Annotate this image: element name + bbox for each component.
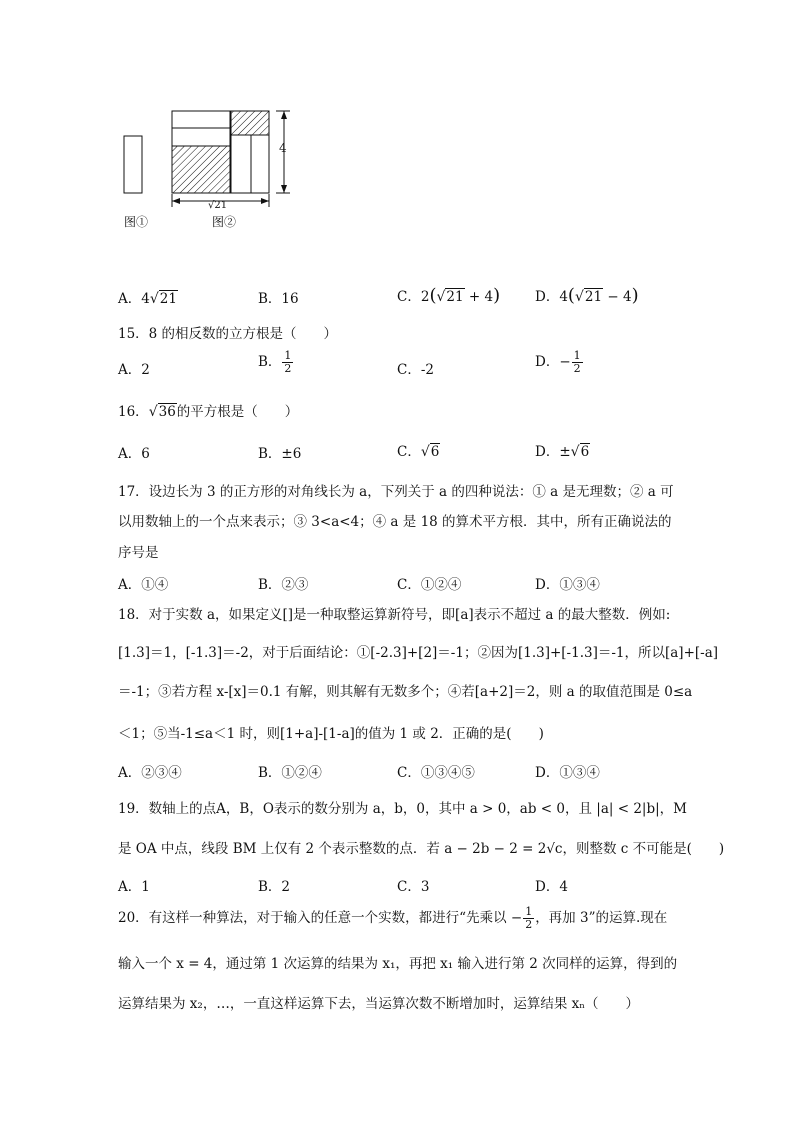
q15-option-b[interactable]: B． $\frac{1}{2}$	[258, 349, 292, 375]
q19-option-d[interactable]: D．4	[535, 879, 568, 895]
q18-option-c[interactable]: C．①③④⑤	[397, 765, 475, 781]
q15-stem: 15．8 的相反数的立方根是（ ）	[118, 326, 338, 342]
q19-option-a[interactable]: A．1	[118, 879, 150, 895]
fig2-right-rect-2	[251, 135, 269, 193]
q15-option-a[interactable]: A．2	[118, 362, 150, 378]
q19-line-2: 是 OA 中点，线段 BM 上仅有 2 个表示整数的点．若 a − 2b − 2 = 2√c，则整数 c 不可能是( )	[118, 841, 725, 857]
fig2-hatched-square-small	[231, 111, 269, 135]
q18-option-a[interactable]: A．②③④	[118, 765, 182, 781]
q15-option-c[interactable]: C．-2	[397, 362, 434, 378]
q20-line-2: 输入一个 x = 4，通过第 1 次运算的结果为 x₁，再把 x₁ 输入进行第 2 次同样的运算，得到的	[118, 956, 678, 972]
q18-option-d[interactable]: D．①③④	[535, 765, 600, 781]
fig2-hatched-square-large	[172, 146, 230, 193]
q17-option-b[interactable]: B．②③	[258, 577, 309, 593]
q18-line-2: [1.3]＝1，[-1.3]＝-2，对于后面结论：①[-2.3]+[2]＝-1；②因为[1.3]+[-1.3]＝-1，所以[a]+[-a]	[118, 645, 719, 661]
q15-option-d[interactable]: D．− $\frac{1}{2}$	[535, 349, 581, 375]
q14-option-c[interactable]: C．2(√21 + 4)	[397, 285, 501, 306]
fig2-right-rect-1	[231, 135, 251, 193]
q16-option-d[interactable]: D．±√6	[535, 444, 590, 460]
q18-line-1: 18．对于实数 a，如果定义[]是一种取整运算新符号，即[a]表示不超过 a 的最大整数．例如:	[118, 607, 671, 623]
q16-stem: 16．√36的平方根是（ ）	[118, 404, 299, 420]
fig2-top-left-rect-1	[172, 111, 230, 128]
q20-line-3: 运算结果为 x₂，…，一直这样运算下去，当运算次数不断增加时，运算结果 xₙ（ ）	[118, 996, 640, 1012]
q17-option-c[interactable]: C．①②④	[397, 577, 462, 593]
q16-option-a[interactable]: A．6	[118, 446, 150, 462]
q18-option-b[interactable]: B．①②④	[258, 765, 322, 781]
q17-line-2: 以用数轴上的一个点来表示；③ 3<a<4；④ a 是 18 的算术平方根．其中，所有正确说法的	[118, 514, 672, 530]
width-label: √21	[208, 200, 228, 211]
q19-option-c[interactable]: C．3	[397, 879, 430, 895]
q16-option-b[interactable]: B．±6	[258, 446, 302, 462]
fig2-label: 图②	[212, 215, 237, 229]
q14-option-b[interactable]: B．16	[258, 291, 299, 307]
q16-option-c[interactable]: C．√6	[397, 444, 440, 460]
fig1-rectangle	[124, 136, 142, 193]
height-label: 4	[279, 141, 287, 155]
q19-option-b[interactable]: B．2	[258, 879, 291, 895]
q17-line-1: 17．设边长为 3 的正方形的对角线长为 a，下列关于 a 的四种说法：① a 是无理数；② a 可	[118, 484, 674, 500]
q17-option-d[interactable]: D．①③④	[535, 577, 600, 593]
q14-option-d[interactable]: D．4(√21 − 4)	[535, 285, 639, 306]
q17-option-a[interactable]: A．①④	[118, 577, 169, 593]
q14-option-a[interactable]: A．4√21	[118, 291, 177, 307]
q19-line-1: 19．数轴上的点A，B，O表示的数分别为 a，b，0，其中 a > 0，ab < 0，且 |a| < 2|b|，M	[118, 801, 687, 817]
q18-line-3: ＝-1；③若方程 x-[x]＝0.1 有解，则其解有无数多个；④若[a+2]＝2，则 a 的取值范围是 0≤a	[118, 684, 693, 700]
fig2-top-left-rect-2	[172, 128, 230, 146]
q18-line-4: ＜1；⑤当-1≤a＜1 时，则[1+a]-[1-a]的值为 1 或 2．正确的是( )	[118, 726, 544, 742]
fig1-label: 图①	[124, 215, 149, 229]
q17-line-3: 序号是	[118, 545, 159, 561]
q20-line-1: 20．有这样一种算法，对于输入的任意一个实数，都进行“先乘以 − $\frac{1}{2}$ ，再加 3”的运算.现在	[118, 905, 668, 931]
